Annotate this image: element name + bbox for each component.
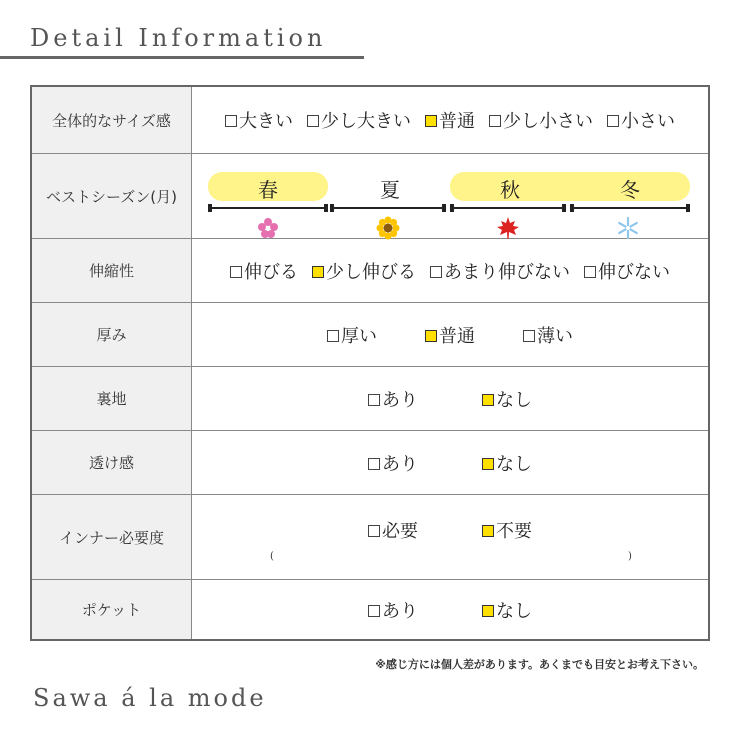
row-lining xyxy=(32,367,708,431)
tick-mark xyxy=(450,204,454,212)
tick-mark xyxy=(208,204,212,212)
option-item xyxy=(368,386,418,412)
tick-mark xyxy=(442,204,446,212)
season-chart xyxy=(208,164,690,236)
option-label: 必要 xyxy=(382,521,418,542)
inner-options xyxy=(368,517,532,543)
option-item xyxy=(368,517,418,543)
option-label: 少し大きい xyxy=(321,111,411,132)
row-label: ポケット xyxy=(32,580,192,639)
sheer-options xyxy=(368,450,532,476)
month-range-line xyxy=(332,207,444,209)
row-thickness xyxy=(32,303,708,367)
stretch-options xyxy=(230,258,670,284)
checkbox-unchecked xyxy=(307,115,319,127)
row-sheer xyxy=(32,431,708,495)
row-season xyxy=(32,154,708,239)
option-label: 厚い xyxy=(341,325,377,347)
page-title: Detail Information xyxy=(30,24,327,52)
row-label: インナー必要度 xyxy=(32,495,192,579)
disclaimer-note: ※感じ方には個人差があります。あくまでも目安とお考え下さい。 xyxy=(375,658,704,671)
row-stretch xyxy=(32,239,708,303)
row-pocket xyxy=(32,580,708,639)
season-label: 秋 xyxy=(500,178,520,202)
paren-close: ) xyxy=(628,551,632,562)
tick-mark xyxy=(324,204,328,212)
option-label: 普通 xyxy=(439,325,475,347)
tick-mark xyxy=(570,204,574,212)
option-label: あまり伸びない xyxy=(444,261,570,283)
thickness-options xyxy=(327,322,573,348)
option-label: なし xyxy=(496,453,532,475)
checkbox-unchecked xyxy=(584,266,596,278)
month-range-line xyxy=(452,207,564,209)
row-label: 厚み xyxy=(32,303,192,366)
checkbox-unchecked xyxy=(230,266,242,278)
detail-table xyxy=(30,85,710,641)
row-label: ベストシーズン(月) xyxy=(32,154,192,238)
option-label: 普通 xyxy=(439,111,475,132)
season-label: 春 xyxy=(258,178,278,202)
paren-open: ( xyxy=(270,551,274,562)
checkbox-unchecked xyxy=(607,115,619,127)
option-item xyxy=(307,107,411,133)
size-options xyxy=(225,107,675,133)
checkbox-unchecked xyxy=(368,525,380,537)
option-item xyxy=(482,517,532,543)
option-item xyxy=(584,258,670,284)
option-item xyxy=(607,107,675,133)
option-item xyxy=(225,107,293,133)
option-label: 伸びない xyxy=(598,261,670,283)
row-label: 伸縮性 xyxy=(32,239,192,302)
option-item xyxy=(523,322,573,348)
option-item xyxy=(230,258,298,284)
option-label: なし xyxy=(496,389,532,411)
brand-logo: Sawa á la mode xyxy=(33,684,267,712)
pocket-options xyxy=(368,597,532,623)
checkbox-unchecked xyxy=(430,266,442,278)
option-label: 不要 xyxy=(496,521,532,542)
row-label: 透け感 xyxy=(32,431,192,494)
option-item xyxy=(489,107,593,133)
option-label: あり xyxy=(382,600,418,622)
checkbox-checked xyxy=(482,605,494,617)
option-item xyxy=(312,258,416,284)
checkbox-unchecked xyxy=(489,115,501,127)
season-label: 冬 xyxy=(620,178,640,202)
option-item xyxy=(425,107,475,133)
row-label: 裏地 xyxy=(32,367,192,430)
checkbox-unchecked xyxy=(368,605,380,617)
option-item xyxy=(430,258,570,284)
option-item xyxy=(425,322,475,348)
row-size xyxy=(32,87,708,154)
option-label: あり xyxy=(382,389,418,411)
row-label: 全体的なサイズ感 xyxy=(32,87,192,153)
checkbox-checked xyxy=(482,525,494,537)
option-label: あり xyxy=(382,453,418,475)
checkbox-unchecked xyxy=(523,330,535,342)
option-item xyxy=(327,322,377,348)
title-underline xyxy=(0,56,364,59)
season-label: 夏 xyxy=(380,178,400,202)
option-label: 少し伸びる xyxy=(326,261,416,283)
checkbox-unchecked xyxy=(327,330,339,342)
checkbox-unchecked xyxy=(368,458,380,470)
option-label: 薄い xyxy=(537,325,573,347)
option-item xyxy=(482,597,532,623)
checkbox-checked xyxy=(482,394,494,406)
option-item xyxy=(482,450,532,476)
checkbox-checked xyxy=(425,330,437,342)
checkbox-unchecked xyxy=(368,394,380,406)
tick-mark xyxy=(686,204,690,212)
option-label: なし xyxy=(496,600,532,622)
month-range-line xyxy=(572,207,686,209)
option-item xyxy=(482,386,532,412)
month-range-line xyxy=(210,207,326,209)
option-label: 小さい xyxy=(621,111,675,132)
checkbox-checked xyxy=(425,115,437,127)
checkbox-checked xyxy=(482,458,494,470)
option-label: 大きい xyxy=(239,111,293,132)
row-inner xyxy=(32,495,708,580)
lining-options xyxy=(368,386,532,412)
checkbox-unchecked xyxy=(225,115,237,127)
option-item xyxy=(368,597,418,623)
option-label: 伸びる xyxy=(244,261,298,283)
tick-mark xyxy=(562,204,566,212)
tick-mark xyxy=(330,204,334,212)
option-label: 少し小さい xyxy=(503,111,593,132)
checkbox-checked xyxy=(312,266,324,278)
option-item xyxy=(368,450,418,476)
